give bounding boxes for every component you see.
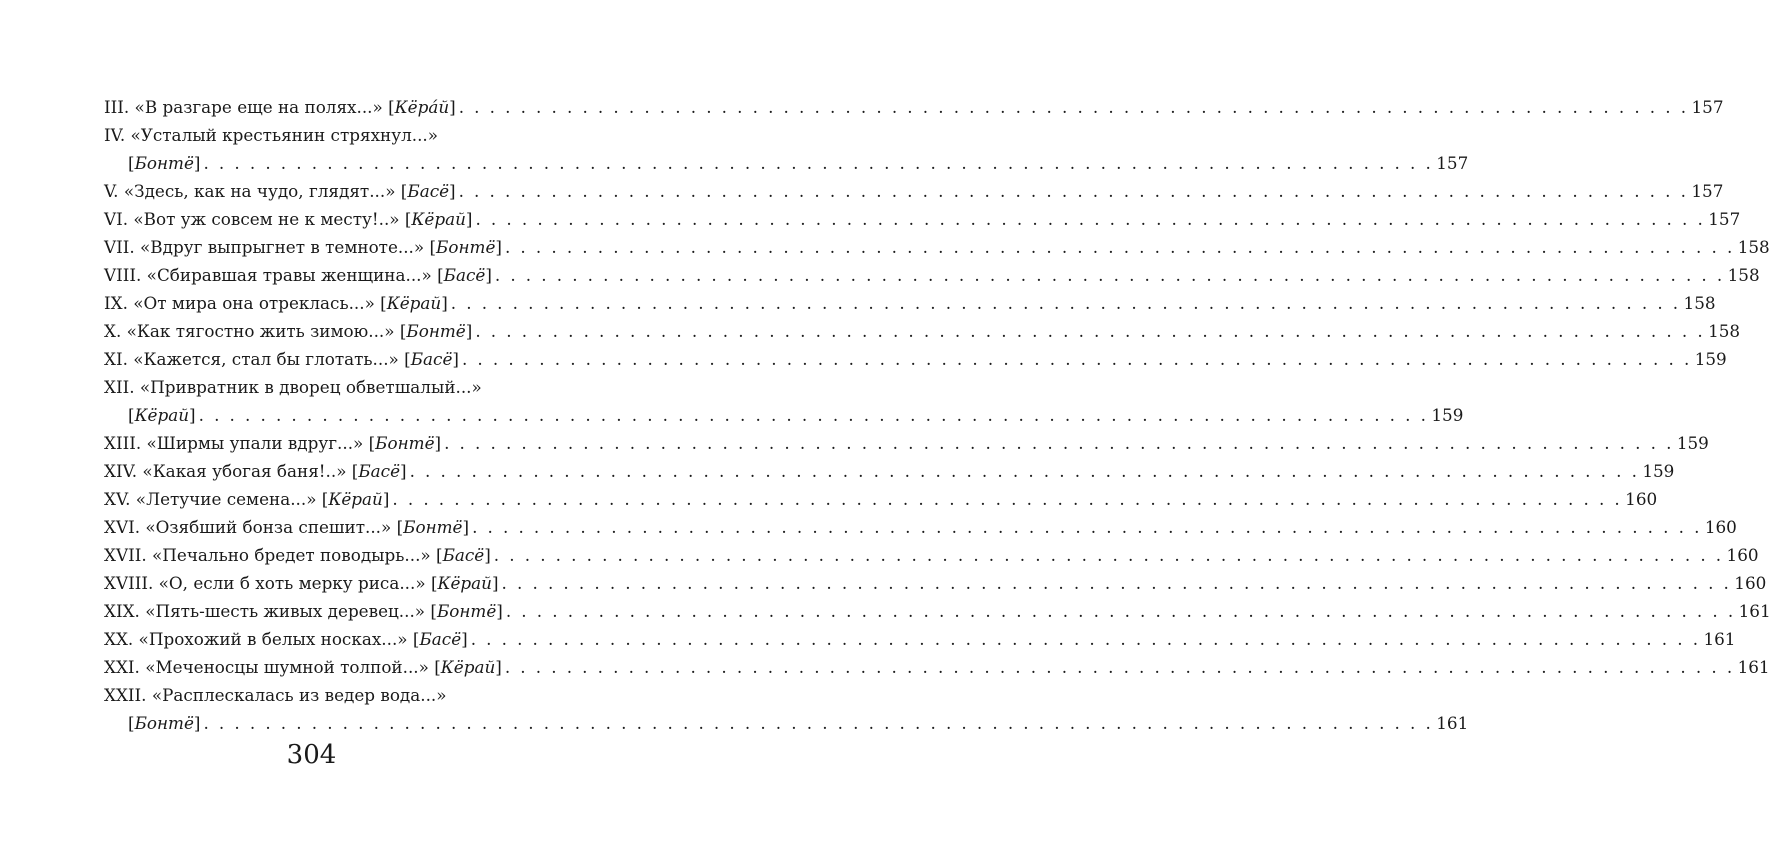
toc-line: [104, 177, 1724, 205]
toc-entry-bracket-close: ]: [441, 293, 448, 313]
toc-entry-title: IX. «От мира она отреклась...» [: [104, 293, 387, 313]
toc-entry: [104, 205, 1741, 233]
toc-entry-page: 161: [1436, 713, 1469, 733]
toc-line: [104, 205, 1741, 233]
toc-entry-bracket-close: ]: [193, 713, 201, 733]
toc-entry-bracket-close: ]: [462, 517, 470, 537]
dot-leader: . . . . . . . . . . . . . . . . . . . . . . . . . . . . . . . . . . . . . . . . . . . . . . . . . . . . . . . . . . . . . . . . . . . . . . . . . . . . . . . .: [472, 517, 1702, 537]
toc-line: [104, 597, 1771, 625]
toc-entry-page: 159: [1676, 433, 1709, 453]
toc-entry-author: Кёрай: [386, 293, 442, 313]
toc-entry-author: Басё: [442, 545, 485, 565]
toc-entry: [104, 457, 1675, 485]
dot-leader: . . . . . . . . . . . . . . . . . . . . . . . . . . . . . . . . . . . . . . . . . . . . . . . . . . . . . . . . . . . . . . . . . . . . . . . . . . . . . . . .: [505, 601, 1736, 621]
toc-entry: [104, 345, 1727, 373]
toc-entry-bracket-close: ]: [461, 629, 468, 649]
toc-entry-title: XXI. «Меченосцы шумной толпой...» [: [104, 657, 441, 677]
dot-leader: . . . . . . . . . . . . . . . . . . . . . . . . . . . . . . . . . . . . . . . . . . . . . . . . . . . . . . . . . . . . . . . . . . . . . . . . . . . . . . . .: [203, 153, 1434, 173]
toc-entry-title: V. «Здесь, как на чудо, глядят...» [: [104, 181, 408, 201]
toc-entry-author: Кёра́й: [394, 97, 450, 117]
toc-entry-title: XXII. «Расплескалась из ведер вода...»: [104, 685, 447, 705]
toc-entry-page: 161: [1703, 629, 1736, 649]
toc-line: [104, 121, 550, 149]
toc-line: [104, 289, 1716, 317]
toc-entry-page: 158: [1708, 321, 1741, 341]
toc-line: [104, 625, 1736, 653]
toc-entry-title: XVI. «Озябший бонза спешит...» [: [104, 517, 404, 537]
toc-line: [104, 233, 1770, 261]
toc-entry-author: Кёрай: [437, 573, 492, 593]
toc-line: [104, 93, 1724, 121]
toc-entry-author: Басё: [443, 265, 486, 285]
toc-line: [104, 541, 1759, 569]
toc-entry-bracket-close: ]: [495, 237, 502, 257]
toc-entry-bracket-close: ]: [465, 321, 473, 341]
toc-entry-page: 157: [1436, 153, 1469, 173]
toc-entry-title: XI. «Кажется, стал бы глотать...» [: [104, 349, 411, 369]
toc-entry-bracket: [: [128, 713, 135, 733]
toc-entry-title: XVII. «Печально бредет поводырь...» [: [104, 545, 443, 565]
toc-entry-title: III. «В разгаре еще на полях...» [: [104, 97, 395, 117]
toc-line: [104, 373, 550, 401]
toc-entry-title: X. «Как тягостно жить зимою...» [: [104, 321, 407, 341]
toc-entry: [104, 429, 1709, 457]
toc-line: [104, 149, 1469, 177]
dot-leader: . . . . . . . . . . . . . . . . . . . . . . . . . . . . . . . . . . . . . . . . . . . . . . . . . . . . . . . . . . . . . . . . . . . . . . . . . . . . . . . .: [470, 629, 1701, 649]
toc-entry-author: Басё: [419, 629, 462, 649]
toc-entry-title: XX. «Прохожий в белых носках...» [: [104, 629, 420, 649]
dot-leader: . . . . . . . . . . . . . . . . . . . . . . . . . . . . . . . . . . . . . . . . . . . . . . . . . . . . . . . . . . . . . . . . . . . . . . . . . . . . . . . .: [475, 321, 1706, 341]
toc-entry: [104, 597, 1771, 625]
toc-entry-author: Кёрай: [440, 657, 496, 677]
toc-entry-page: 158: [1683, 293, 1716, 313]
toc-entry-page: 160: [1625, 489, 1658, 509]
toc-line: [104, 261, 1760, 289]
toc-entry-title: VIII. «Сбиравшая травы женщина...» [: [104, 265, 444, 285]
toc-entry-author: Бонтё: [375, 433, 435, 453]
toc-line: [104, 317, 1741, 345]
toc-entry-bracket-close: ]: [484, 545, 491, 565]
toc-line: [104, 345, 1727, 373]
toc-line: [104, 709, 1469, 737]
toc-entry: [104, 541, 1759, 569]
toc-entry: [104, 233, 1770, 261]
toc-entry-page: 160: [1734, 573, 1767, 593]
dot-leader: . . . . . . . . . . . . . . . . . . . . . . . . . . . . . . . . . . . . . . . . . . . . . . . . . . . . . . . . . . . . . . . . . . . . . . . . . . . . . . . .: [444, 433, 1674, 453]
toc-entry-page: 159: [1694, 349, 1727, 369]
toc-entry-author: Бонтё: [406, 321, 466, 341]
toc-entry: [104, 93, 1724, 121]
toc-entry-bracket-close: ]: [452, 349, 459, 369]
toc-entry-title: XII. «Привратник в дворец обветшалый...»: [104, 377, 482, 397]
dot-leader: . . . . . . . . . . . . . . . . . . . . . . . . . . . . . . . . . . . . . . . . . . . . . . . . . . . . . . . . . . . . . . . . . . . . . . . . . . . . . . . .: [392, 489, 1623, 509]
toc-entry-bracket-close: ]: [434, 433, 442, 453]
toc-entry: [104, 289, 1716, 317]
dot-leader: . . . . . . . . . . . . . . . . . . . . . . . . . . . . . . . . . . . . . . . . . . . . . . . . . . . . . . . . . . . . . . . . . . . . . . . . . . . . . . . .: [461, 349, 1692, 369]
toc-entry-bracket-close: ]: [189, 405, 196, 425]
toc-entry: [104, 681, 1469, 737]
toc-entry: [104, 513, 1737, 541]
dot-leader: . . . . . . . . . . . . . . . . . . . . . . . . . . . . . . . . . . . . . . . . . . . . . . . . . . . . . . . . . . . . . . . . . . . . . . . . . . . . . . . .: [458, 97, 1689, 117]
toc-entry: [104, 261, 1760, 289]
toc-entry-title: XVIII. «О, если б хоть мерку риса...» [: [104, 573, 438, 593]
toc-entry-page: 157: [1708, 209, 1741, 229]
toc-line: [104, 681, 550, 709]
toc-entry-bracket-close: ]: [495, 657, 502, 677]
toc-entry-author: Кёрай: [134, 405, 190, 425]
toc-entry-author: Бонтё: [436, 601, 497, 621]
toc-entry-author: Басё: [410, 349, 453, 369]
toc-entry-title: XIII. «Ширмы упали вдруг...» [: [104, 433, 376, 453]
dot-leader: . . . . . . . . . . . . . . . . . . . . . . . . . . . . . . . . . . . . . . . . . . . . . . . . . . . . . . . . . . . . . . . . . . . . . . . . . . . . . . . .: [450, 293, 1681, 313]
dot-leader: . . . . . . . . . . . . . . . . . . . . . . . . . . . . . . . . . . . . . . . . . . . . . . . . . . . . . . . . . . . . . . . . . . . . . . . . . . . . . . . .: [504, 657, 1735, 677]
dot-leader: . . . . . . . . . . . . . . . . . . . . . . . . . . . . . . . . . . . . . . . . . . . . . . . . . . . . . . . . . . . . . . . . . . . . . . . . . . . . . . . .: [409, 461, 1640, 481]
toc-line: [104, 457, 1675, 485]
toc-entry-page: 161: [1737, 657, 1770, 677]
dot-leader: . . . . . . . . . . . . . . . . . . . . . . . . . . . . . . . . . . . . . . . . . . . . . . . . . . . . . . . . . . . . . . . . . . . . . . . . . . . . . . . .: [458, 181, 1689, 201]
toc-entry-author: Басё: [407, 181, 450, 201]
toc-entry-page: 157: [1691, 97, 1724, 117]
table-of-contents: [104, 93, 1771, 737]
toc-entry-title: VI. «Вот уж совсем не к месту!..» [: [104, 209, 412, 229]
dot-leader: . . . . . . . . . . . . . . . . . . . . . . . . . . . . . . . . . . . . . . . . . . . . . . . . . . . . . . . . . . . . . . . . . . . . . . . . . . . . . . . .: [501, 573, 1732, 593]
toc-entry-bracket-close: ]: [449, 181, 456, 201]
toc-entry-title: XIX. «Пять-шесть живых деревец...» [: [104, 601, 437, 621]
toc-entry-author: Бонтё: [134, 713, 194, 733]
toc-entry-author: Кёрай: [411, 209, 466, 229]
toc-entry: [104, 653, 1770, 681]
toc-entry-page: 158: [1727, 265, 1760, 285]
toc-line: [104, 401, 1464, 429]
toc-entry-page: 160: [1726, 545, 1759, 565]
toc-entry-author: Басё: [358, 461, 401, 481]
toc-entry-bracket-close: ]: [496, 601, 503, 621]
toc-entry: [104, 121, 1469, 177]
page-number: 304: [286, 740, 337, 770]
toc-entry-bracket-close: ]: [400, 461, 407, 481]
toc-entry: [104, 317, 1741, 345]
toc-entry-page: 159: [1431, 405, 1464, 425]
toc-entry-author: Бонтё: [134, 153, 194, 173]
dot-leader: . . . . . . . . . . . . . . . . . . . . . . . . . . . . . . . . . . . . . . . . . . . . . . . . . . . . . . . . . . . . . . . . . . . . . . . . . . . . . . . .: [494, 265, 1725, 285]
toc-entry-title: XV. «Летучие семена...» [: [104, 489, 329, 509]
toc-entry: [104, 177, 1724, 205]
dot-leader: . . . . . . . . . . . . . . . . . . . . . . . . . . . . . . . . . . . . . . . . . . . . . . . . . . . . . . . . . . . . . . . . . . . . . . . . . . . . . . . .: [493, 545, 1724, 565]
toc-entry: [104, 373, 1464, 429]
dot-leader: . . . . . . . . . . . . . . . . . . . . . . . . . . . . . . . . . . . . . . . . . . . . . . . . . . . . . . . . . . . . . . . . . . . . . . . . . . . . . . . .: [504, 237, 1735, 257]
toc-line: [104, 653, 1770, 681]
toc-line: [104, 429, 1709, 457]
dot-leader: . . . . . . . . . . . . . . . . . . . . . . . . . . . . . . . . . . . . . . . . . . . . . . . . . . . . . . . . . . . . . . . . . . . . . . . . . . . . . . . .: [198, 405, 1429, 425]
toc-entry-bracket-close: ]: [449, 97, 456, 117]
toc-entry: [104, 485, 1658, 513]
toc-entry-title: VII. «Вдруг выпрыгнет в темноте...» [: [104, 237, 437, 257]
toc-entry-title: IV. «Усталый крестьянин стряхнул...»: [104, 125, 439, 145]
toc-entry-bracket: [: [128, 153, 135, 173]
toc-entry-page: 157: [1691, 181, 1724, 201]
toc-line: [104, 485, 1658, 513]
toc-entry-bracket-close: ]: [485, 265, 492, 285]
toc-entry-bracket-close: ]: [465, 209, 473, 229]
toc-entry-bracket-close: ]: [193, 153, 201, 173]
toc-entry: [104, 569, 1767, 597]
toc-line: [104, 569, 1767, 597]
toc-entry: [104, 625, 1736, 653]
toc-entry-author: Кёрай: [328, 489, 383, 509]
toc-entry-bracket-close: ]: [491, 573, 499, 593]
toc-line: [104, 513, 1737, 541]
toc-entry-author: Бонтё: [403, 517, 463, 537]
toc-entry-bracket-close: ]: [382, 489, 390, 509]
dot-leader: . . . . . . . . . . . . . . . . . . . . . . . . . . . . . . . . . . . . . . . . . . . . . . . . . . . . . . . . . . . . . . . . . . . . . . . . . . . . . . . .: [475, 209, 1706, 229]
toc-entry-page: 160: [1704, 517, 1737, 537]
toc-entry-page: 158: [1737, 237, 1770, 257]
toc-entry-author: Бонтё: [436, 237, 496, 257]
toc-entry-page: 159: [1642, 461, 1675, 481]
toc-entry-page: 161: [1738, 601, 1771, 621]
toc-entry-title: XIV. «Какая убогая баня!..» [: [104, 461, 359, 481]
dot-leader: . . . . . . . . . . . . . . . . . . . . . . . . . . . . . . . . . . . . . . . . . . . . . . . . . . . . . . . . . . . . . . . . . . . . . . . . . . . . . . . .: [203, 713, 1434, 733]
toc-entry-bracket: [: [128, 405, 135, 425]
